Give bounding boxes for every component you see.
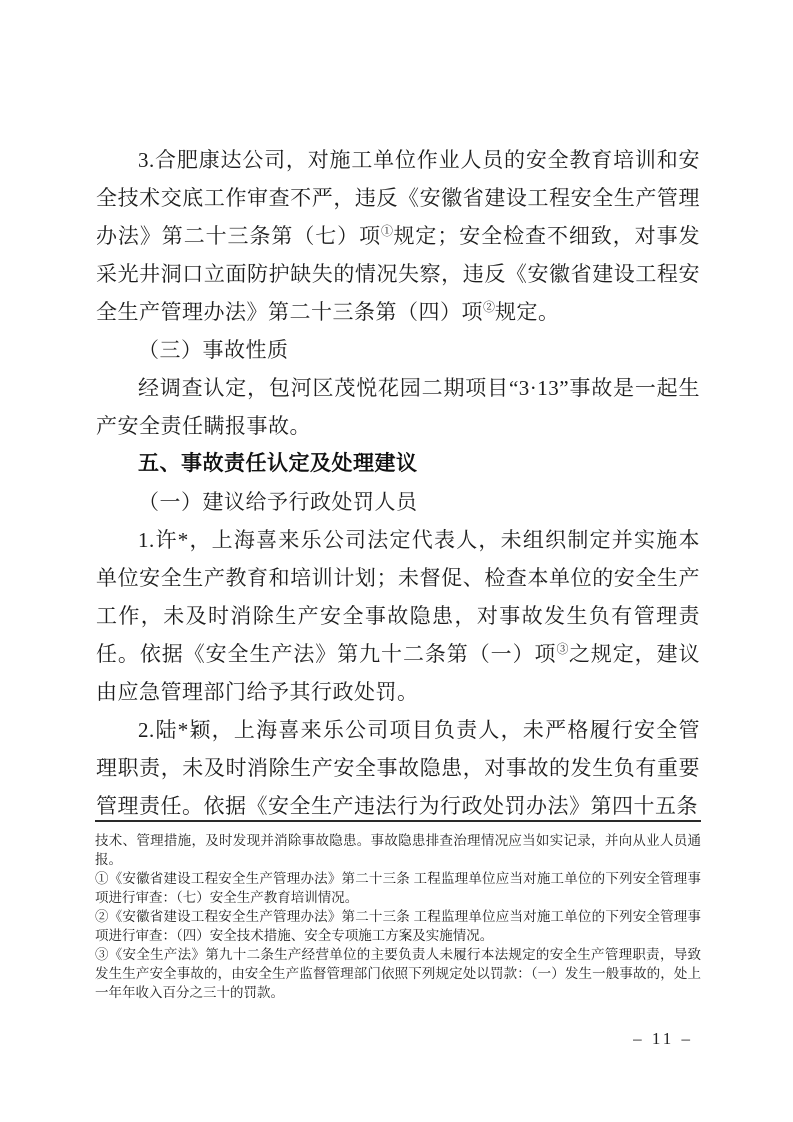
page-number: – 11 – [633,1029,693,1048]
section-heading-responsibility: 五、事故责任认定及处理建议 [138,452,418,475]
footnote-3: ③《安全生产法》第九十二条生产经营单位的主要负责人未履行本法规定的安全生产管理职责，导致发生生产安全事故的，由安全生产监督管理部门依照下列规定处以罚款：（一）发生一般事故的，处上一年年收入百分之三十的罚款。 [95,947,701,1000]
document-body [96,141,700,825]
para-text: 规定。 [495,300,560,324]
para-text: 规定；安全检查不细致，对事发采光井洞口立面防护缺失的情况失察，违反《安徽省建设工程安全生产管理办法》第二十三条第（四）项 [96,224,700,324]
para-kangda-violations [96,141,700,331]
para-text: 之规定，建议由应急管理部门给予其行政处罚。 [96,642,701,704]
footnote-section [95,820,701,1002]
footnote-ref-3: ③ [556,642,569,656]
subheading-accident-nature: （三）事故性质 [138,338,289,362]
para-text: 3.合肥康达公司，对施工单位作业人员的安全教育培训和安全技术交底工作审查不严，违反《安徽省建设工程安全生产管理办法》第二十三条第（七）项 [96,148,700,248]
footnote-1: ①《安徽省建设工程安全生产管理办法》第二十三条 工程监理单位应当对施工单位的下列安全管理事项进行审查：（七）安全生产教育培训情况。 [95,871,701,905]
footnote-ref-1: ① [381,224,394,238]
para-person-xu [96,521,700,711]
para-accident-determination: 经调查认定，包河区茂悦花园二期项目“3·13”事故是一起生产安全责任瞒报事故。 [96,376,700,438]
footnote-2: ②《安徽省建设工程安全生产管理办法》第二十三条 工程监理单位应当对施工单位的下列安全管理事项进行审查：（四）安全技术措施、安全专项施工方案及实施情况。 [95,909,701,943]
para-person-lu: 2.陆*颖，上海喜来乐公司项目负责人，未严格履行安全管理职责，未及时消除生产安全事故隐患，对事故的发生负有重要管理责任。依据《安全生产违法行为行政处罚办法》第四十五条 [96,718,700,818]
footnote-divider [95,820,701,822]
footnote-ref-2: ② [483,300,496,314]
footnote-continuation: 技术、管理措施，及时发现并消除事故隐患。事故隐患排查治理情况应当如实记录，并向从业人员通报。 [95,833,701,867]
para-text: 1.许*，上海喜来乐公司法定代表人，未组织制定并实施本单位安全生产教育和培训计划；未督促、检查本单位的安全生产工作，未及时消除生产安全事故隐患，对事故发生负有管理责任。依据《安全生产法》第九十二条第（一）项 [96,528,700,666]
subheading-admin-penalty-persons: （一）建议给予行政处罚人员 [138,490,418,514]
